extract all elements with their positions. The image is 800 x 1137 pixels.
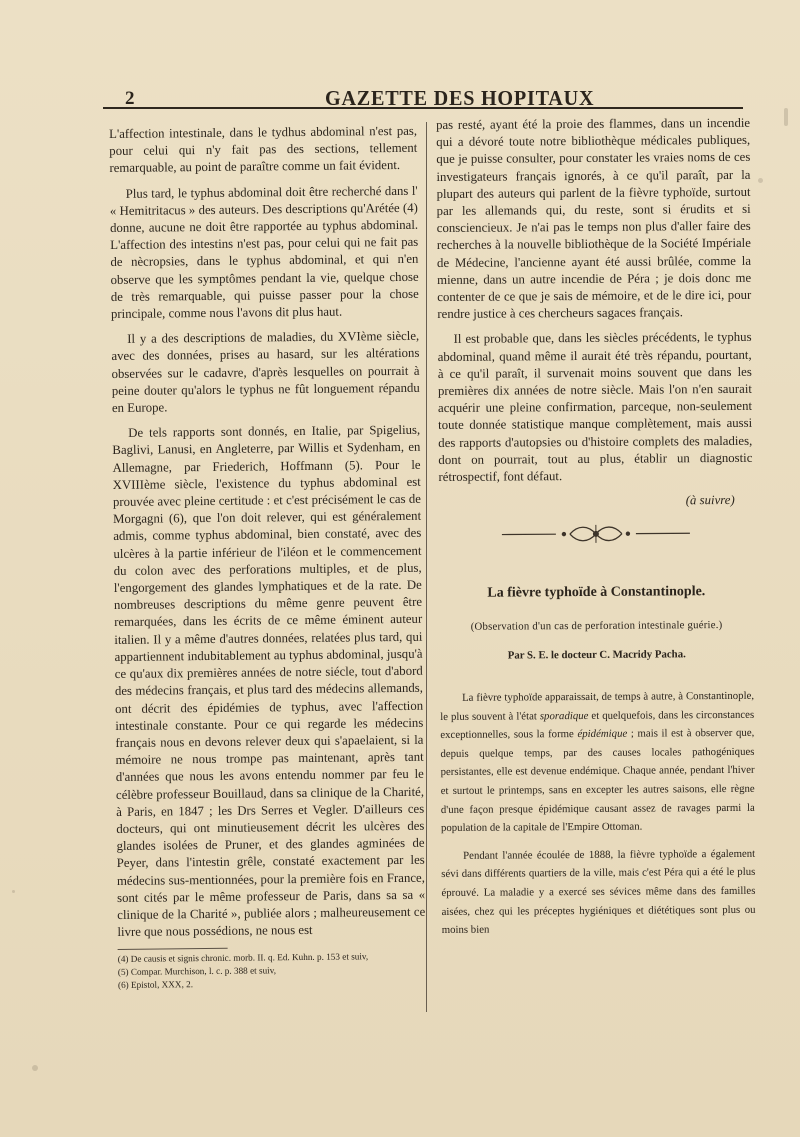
article-title: La fièvre typhoïde à Constantinople. (487, 584, 706, 602)
ornamental-divider (498, 522, 694, 547)
paper-speck (758, 178, 763, 183)
paper-speck (12, 890, 15, 893)
footnote-4: (4) De causis et signis chronic. morb. II. q. Ed. Kuhn. p. 153 et suiv, (117, 951, 369, 965)
footnote-rule (118, 948, 228, 950)
journal-title: GAZETTE DES HOPITAUX (325, 86, 595, 110)
page-header (103, 78, 743, 108)
footnotes (118, 950, 426, 992)
right-column (436, 115, 756, 949)
right-paragraph-1: pas resté, ayant été la proie des flammes, dans un incendie qui a dévoré toute notre bibliothèque médicales publiques, que je puisse consulter, pour constater les vraies noms de ces investigateurs français ignorés, à ce qu'il paraît, par la plupart des auteurs qui parlent de la fièvre typhoïde, surtout par les allemands qui, du reste, sont si érudits et si consciencieux. Je n'ai pas le temps non plus d'aller faire des recherches à la nouvelle bibliothèque de la Société Impériale de Médecine, l'ancienne ayant été aussi brûlée, comme la mienne, dans un autre incendie de Péra ; je dois donc me contenter de ce que je sais de mémoire, et de le dire ici, pour rendre justice à ces chercheurs sagaces français. (436, 115, 752, 322)
left-paragraph-3: Il y a des descriptions de maladies, du XVIème siècle, avec des données, prises au hasard, sur les altérations observées sur le cadavre, d'après lesquelles on pourrait à peine douter qu'alors le typhus ne fût longuement répandu en Europe. (111, 328, 420, 416)
article-body (440, 687, 756, 940)
footnote-5: (5) Compar. Murchison, l. c. p. 388 et suiv, (117, 965, 277, 978)
to-be-continued: (à suivre) (685, 493, 735, 508)
footnote-6: (6) Epistol, XXX, 2. (117, 979, 194, 991)
article-paragraph-1-part-2: et quelquefois, dans les circonstances exceptionnelles, sous la forme (440, 708, 755, 742)
paper-speck (32, 1065, 38, 1071)
article-byline: Par S. E. le docteur C. Macridy Pacha. (507, 648, 686, 662)
paper-speck (784, 108, 788, 126)
epidemique-emphasis: épidémique (577, 727, 628, 741)
ornament-icon (498, 522, 694, 547)
right-paragraph-2: Il est probable que, dans les siècles précédents, le typhus abdominal, quand même il aurait été très répandu, pourtant, à ce qu'il paraît, il survenait moins souvent que dans les premières dix années de notre siècle. Mais l'on n'en saurait acquérir une pleine confirmation, parceque, non-seulement toute donnée statistique manque complètement, mais aussi des rapports d'autopsies ou d'histoire complets des maladies, dont on pourrait, tout au plus, établir un diagnostic rétrospectif, font défaut. (437, 330, 753, 485)
article-paragraph-1-part-3: ; mais il est à observer que, depuis quelque temps, par des causes locales pathogéniques persistantes, elle est devenue endémique. Chaque année, pendant l'hiver et surtout le printemps, sans en excepter les autres saisons, elle règne d'une façon presque épidémique causant assez de ravages parmi la population de la capitale de l'Empire Ottoman. (440, 727, 755, 835)
article-paragraph-2: Pendant l'année écoulée de 1888, la fièvre typhoïde a également sévi dans différents quartiers de la ville, mais c'est Péra qui a été le plus éprouvé. La maladie y a exercé ses sévices même dans des familles aisées, chez qui les préceptes hygiéniques et diététiques sont plus ou moins bien (441, 847, 756, 937)
left-paragraph-2: Plus tard, le typhus abdominal doit être recherché dans l' « Hemitritacus » des auteurs. Des descriptions qu'Arétée (4) donne, aucune ne doit être rapportée au typhus abdominal. L'affection des intestins n'est pas, pour celui qui ne fait pas de nècropsies, dans le typhus abdominal, et qui n'en observe que les symptômes pendant la vie, quelque chose de très remarquable, qui puisse passer pour la chose principale, comme nous l'avons dit plus haut. (109, 183, 419, 322)
left-paragraph-1: L'affection intestinale, dans le tydhus abdominal n'est pas, pour celui qui n'y fait pas des sections, tellement remarquable, au point de paraître comme un fait évident. (109, 123, 418, 176)
page-number: 2 (125, 88, 135, 109)
left-paragraph-4: De tels rapports sont donnés, en Italie, par Spigelius, Baglivi, Lanusi, en Angleterre, par Willis et Sydenham, en Allemagne, par Friederich, Hoffmann (5). Pour le XVIIIème siècle, l'existence du typhus abdominal est prouvée avec pleine certitude : et c'est précisément le cas de Morgagni (6), que l'on doit relever, qui est généralement admis, comme typhus abdominal, bien constaté, avec des ulcères à la partie inférieur de l'iléon et le commencement du colon avec des perforations multiples, et de plus, l'engorgement des glandes lymphatiques et de la rate. De nombreuses descriptions du même genre peuvent être remarquées, dans les écrits de ce même éminent auteur italien. Il y a même d'autres données, relatées plus tard, qui appartiennent indubitablement au typhus abdominal, jusqu'à ce qu'aux dix premières années de notre siécle, tout d'abord des médecins français, et plus tard des médecins allemands, ont décrit des épidémies de typhus, avec l'affection intestinale constante. Pour ce qui regarde les médecins français nous en devons relever deux qui s'apaelaient, si la mémoire ne nous trompe pas maintenant, après tant d'années que nous les avons entendu nommer par feu le célèbre professeur Bouillaud, dans sa clinique de la Charité, à Paris, en 1847 ; les Drs Serres et Vegler. D'ailleurs ces docteurs, qui ont minutieusement décrit les ulcères des glandes isolées de Pruner, et des glandes agminées de Peyer, dans l'intestin grêle, constaté exactement par les médecins sus-mentionnées, pour la première fois en France, sont cités par le même professeur de Paris, dans sa sa « clinique de la Charité », publiée alors ; malheureusement ce livre que nous possédions, ne nous est (112, 423, 426, 940)
article-paragraph-1 (440, 687, 755, 838)
header-rule (103, 107, 743, 109)
article-paragraph-1-part-1: La fièvre typhoïde apparaissait, de temps à autre, à Constantinople, le plus souvent à l'état (440, 689, 755, 723)
column-divider (426, 122, 427, 1012)
sporadique-emphasis: sporadique (539, 709, 589, 722)
left-column (109, 123, 426, 993)
article-observation: (Observation d'un cas de perforation intestinale guérie.) (470, 618, 723, 633)
